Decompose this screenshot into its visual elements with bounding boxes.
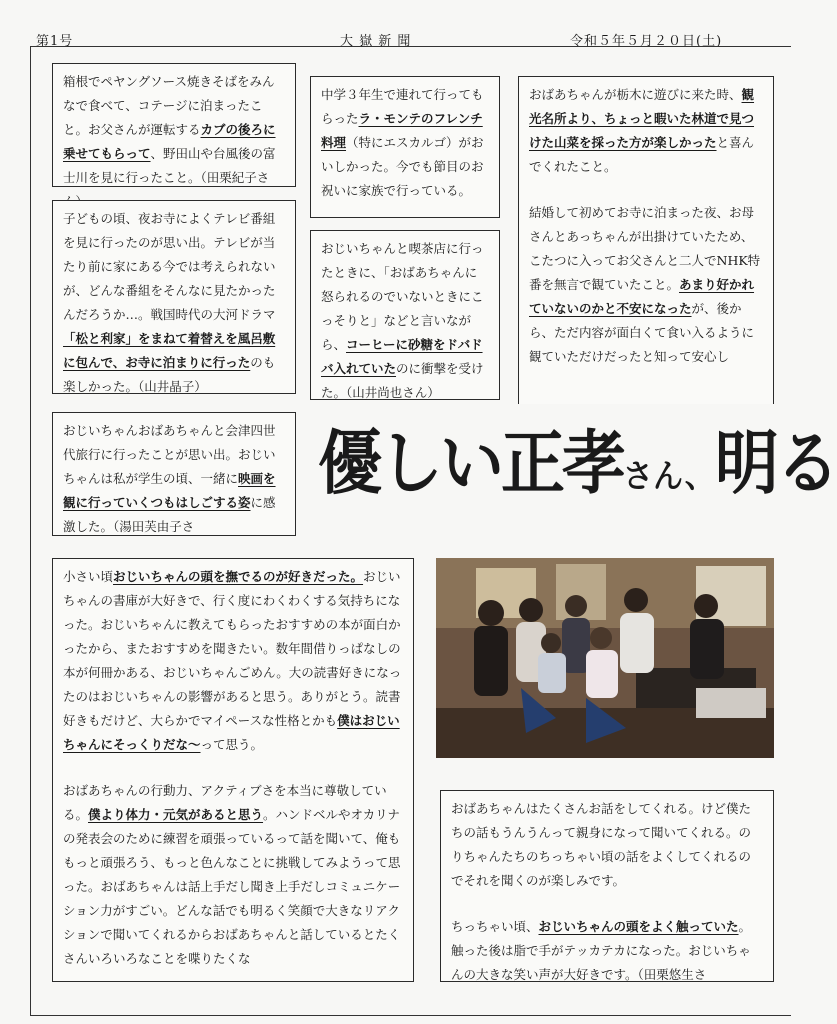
highlight: 僕はおじいちゃんにそっくりだな～ bbox=[63, 713, 400, 752]
headline-tail: 明る bbox=[714, 424, 837, 505]
text: 子どもの頃、夜お寺によくテレビ番組を見に行ったのが思い出。テレビが当たり前に家にある今では考えられないが、どんな番組をそんなに見たかったんだろうか…。戦国時代の大河ドラマ bbox=[63, 211, 276, 322]
memory-box-grandpa-books bbox=[52, 558, 414, 982]
text: 小さい頃 bbox=[63, 569, 114, 584]
text: おばあちゃんが栃木に遊びに来た時、 bbox=[529, 87, 742, 102]
highlight: おじいちゃんの頭をよく触っていた bbox=[538, 919, 739, 934]
text: 結婚して初めてお寺に泊まった夜、お母さんとあっちゃんが出掛けていたため、こたつに入ってお父さんと二人でNHK特番を無言で観ていたこと。 bbox=[529, 205, 761, 292]
memory-box-tochigi bbox=[518, 76, 774, 404]
text: に感激した。（湯田芙由子さ bbox=[63, 495, 276, 534]
text: おじいちゃんと喫茶店に行ったときに、「おばあちゃんに怒られるのでいないときにこっそりと」などと言いながら、 bbox=[321, 241, 484, 352]
issue-date: 令和５年５月２０日(土) bbox=[570, 34, 723, 49]
text: おばあちゃんの行動力、アクティブさを本当に尊敬している。 bbox=[63, 783, 387, 822]
text: 。触った後は脂で手がテッカテカになった。おじいちゃんの大きな笑い声が大好きです。（田栗悠生さ bbox=[451, 919, 752, 982]
family-photo bbox=[436, 558, 774, 758]
text: （特にエスカルゴ）がおいしかった。今でも節目のお祝いに家族で行っている。 bbox=[321, 135, 484, 198]
issue-number: 第1号 bbox=[36, 34, 74, 49]
headline-main: 優しい正孝 bbox=[318, 424, 623, 505]
highlight: ラ・モンテのフレンチ料理 bbox=[321, 111, 483, 150]
memory-box-okonomiyaki bbox=[52, 63, 296, 187]
highlight: 映画を観に行っていくつもはしごする姿 bbox=[63, 471, 276, 510]
headline bbox=[318, 408, 837, 507]
family-photo-icon bbox=[436, 558, 774, 758]
text: ちっちゃい頃、 bbox=[451, 919, 539, 934]
text: と喜んでくれたこと。 bbox=[529, 135, 755, 174]
text: 中学３年生で連れて行ってもらった bbox=[321, 87, 484, 126]
text: が、後から、ただ内容が面白くて食い入るように観ていただけだったと知って安心し bbox=[529, 301, 755, 364]
newspaper-name: 大 嶽 新 聞 bbox=[340, 34, 412, 49]
memory-box-coffee bbox=[310, 230, 500, 400]
memory-box-aizu bbox=[52, 412, 296, 536]
highlight: 僕より体力・元気があると思う bbox=[88, 807, 264, 822]
text: 、野田山や台風後の富士川を見に行ったこと。（田栗紀子さ bbox=[63, 146, 276, 185]
highlight: あまり好かれていないのかと不安になった bbox=[529, 277, 755, 316]
highlight: コーヒーに砂糖をドバドバ入れていた bbox=[321, 337, 483, 376]
text: おじいちゃんの書庫が大好きで、行く度にわくわくする気持ちになった。おじいちゃんに教えてもらったおすすめの本が面白かったから、またおすすめを聞きたい。数年間借りっぱなしの本が何冊かある、おじいちゃんごめん。大の読書好きになったのはおじいちゃんの影響があると思う。ありがとう。読書好きもだけど、大らかでマイペースな性格とかも bbox=[63, 569, 402, 728]
headline-suffix: さん、 bbox=[623, 458, 715, 496]
text: って思う。 bbox=[200, 737, 264, 752]
highlight: 観光名所より、ちょっと暇いた林道で見つけた山菜を採った方が楽しかった bbox=[529, 87, 755, 150]
text: のも楽しかった。（山井晶子） bbox=[63, 355, 276, 394]
text: おじいちゃんおばあちゃんと会津四世代旅行に行ったことが思い出。おじいちゃんは私が学生の頃、一緒に bbox=[63, 423, 276, 486]
highlight: おじいちゃんの頭を撫でるのが好きだった。 bbox=[113, 569, 364, 584]
highlight: 「松と利家」をまねて着替えを風呂敷に包んで、お寺に泊まりに行った bbox=[63, 331, 276, 370]
memory-box-grandma-talks bbox=[440, 790, 774, 982]
memory-box-temple-tv bbox=[52, 200, 296, 394]
memory-box-french bbox=[310, 76, 500, 218]
text: 。ハンドベルやオカリナの発表会のために練習を頑張っているって話を聞いて、俺ももっと頑張ろう、もっと色んなことに挑戦してみようって思った。おばあちゃんは話上手だし聞き上手だしコミュニケーション力がすごい。どんな話でも明るく笑顔で大きなリアクションで聞いてくれるからおばあちゃんと話しているとたくさんいろいろなことを喋りたくな bbox=[63, 807, 401, 966]
text: おばあちゃんはたくさんお話をしてくれる。けど僕たちの話もうんうんって親身になって聞いてくれる。のりちゃんたちのちっちゃい頃の話をよくしてくれるのでそれを聞くのが楽しみです。 bbox=[451, 801, 752, 888]
highlight: カブの後ろに乗せてもらって bbox=[63, 122, 276, 161]
text: のに衝撃を受けた。（山井尚也さん） bbox=[321, 361, 484, 400]
text: 箱根でペヤングソース焼きそばをみんなで食べて、コテージに泊まったこと。お父さんが運転する bbox=[63, 74, 275, 137]
